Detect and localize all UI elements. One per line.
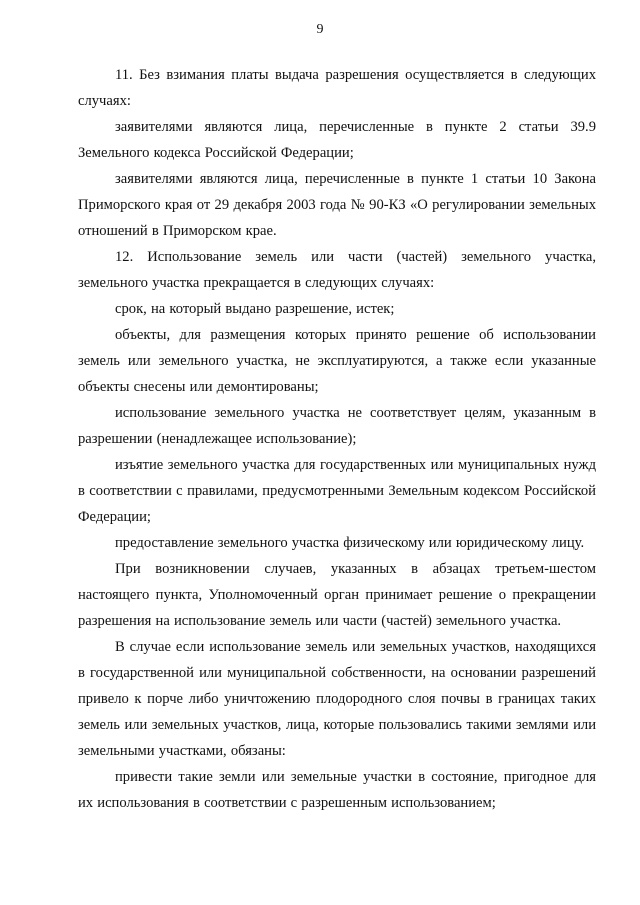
paragraph-objects-not-operated: объекты, для размещения которых принято решение об использовании земель или земельного участка, не эксплуатируются, а также если указанные объекты снесены или демонтированы; (78, 327, 596, 395)
paragraph-11-intro: 11. Без взимания платы выдача разрешения осуществляется в следующих случаях: (78, 67, 596, 109)
paragraph-term-expired: срок, на который выдано разрешение, истек; (115, 301, 395, 317)
paragraph-soil-damage: В случае если использование земель или земельных участков, находящихся в государственной или муниципальной собственности, на основании разрешений привело к порче либо уничтожению плодородного слоя почвы в границах таких земель или земельных участков, лица, которые пользовались такими землями или земельными участками, обязаны: (78, 639, 596, 759)
paragraph-applicants-land-code: заявителями являются лица, перечисленные в пункте 2 статьи 39.9 Земельного кодекса Российской Федерации; (78, 119, 596, 161)
paragraph-applicants-primorsky-law: заявителями являются лица, перечисленные в пункте 1 статьи 10 Закона Приморского края от 29 декабря 2003 года № 90-КЗ «О регулировании земельных отношений в Приморском крае. (78, 171, 596, 239)
paragraph-restore-land: привести такие земли или земельные участки в состояние, пригодное для их использования в соответствии с разрешенным использованием; (78, 769, 596, 811)
paragraph-12-intro: 12. Использование земель или части (частей) земельного участка, земельного участка прекращается в следующих случаях: (78, 249, 596, 291)
paragraph-termination-decision: При возникновении случаев, указанных в абзацах третьем-шестом настоящего пункта, Уполномоченный орган принимает решение о прекращении разрешения на использование земель или части (частей) земельного участка. (78, 561, 596, 629)
paragraph-provision-to-person: предоставление земельного участка физическому или юридическому лицу. (115, 535, 585, 551)
paragraph-improper-use: использование земельного участка не соответствует целям, указанным в разрешении (ненадлежащее использование); (78, 405, 596, 447)
page-number: 9 (316, 22, 324, 37)
document-body (78, 62, 596, 816)
paragraph-seizure: изъятие земельного участка для государственных или муниципальных нужд в соответствии с правилами, предусмотренными Земельным кодексом Российской Федерации; (78, 457, 596, 525)
